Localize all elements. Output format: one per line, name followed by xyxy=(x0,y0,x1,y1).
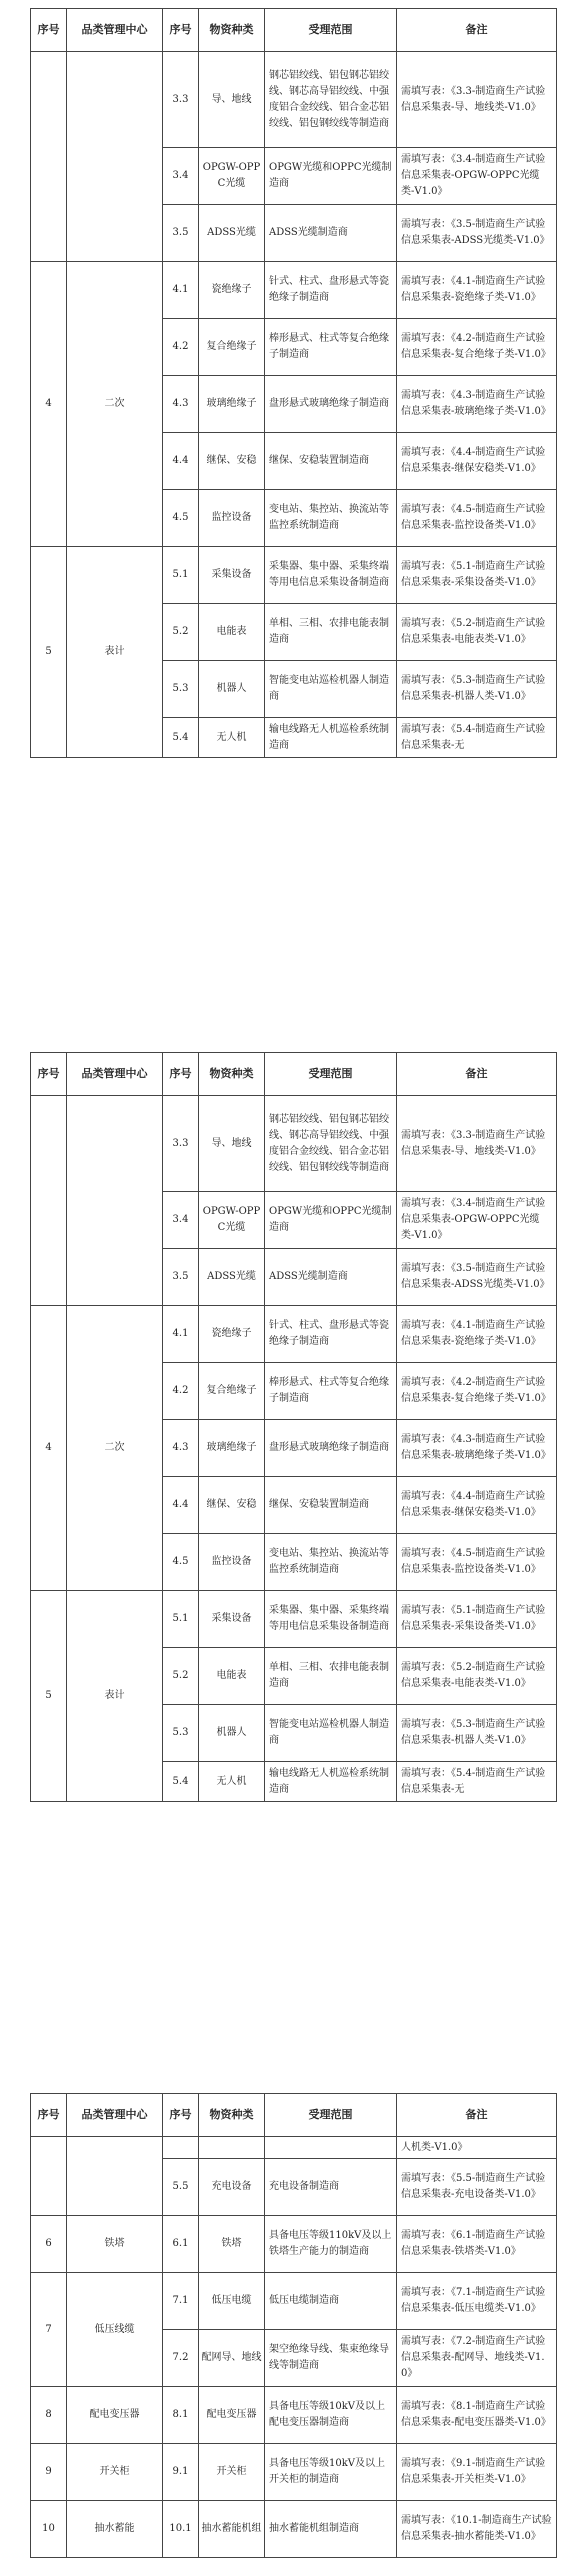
cell-sub-seq: 5.3 xyxy=(163,1705,199,1762)
cell-note: 需填写表：《4.5-制造商生产试验信息采集表-监控设备类-V1.0》 xyxy=(397,1534,557,1591)
cell-scope: 低压电缆制造商 xyxy=(265,2273,397,2330)
header-seq: 序号 xyxy=(31,2094,67,2137)
cell-scope: ADSS光缆制造商 xyxy=(265,205,397,262)
cell-center: 抽水蓄能 xyxy=(67,2501,163,2558)
header-seq: 序号 xyxy=(31,1053,67,1096)
cell-scope: 盘形悬式玻璃绝缘子制造商 xyxy=(265,1420,397,1477)
cell-type: 铁塔 xyxy=(199,2216,265,2273)
header-sub-seq: 序号 xyxy=(163,1053,199,1096)
cell-type: 配电变压器 xyxy=(199,2387,265,2444)
cell-type: 机器人 xyxy=(199,1705,265,1762)
cell-scope: 单相、三相、农排电能表制造商 xyxy=(265,604,397,661)
cell-type: 玻璃绝缘子 xyxy=(199,376,265,433)
cell-scope: 架空绝缘导线、集束绝缘导线等制造商 xyxy=(265,2330,397,2387)
cell-seq: 4 xyxy=(31,262,67,547)
cell-scope: 针式、柱式、盘形悬式等瓷绝缘子制造商 xyxy=(265,262,397,319)
table-row xyxy=(31,2216,557,2273)
table-page-2 xyxy=(30,1052,556,1802)
cell-note: 需填写表：《3.4-制造商生产试验信息采集表-OPGW-OPPC光缆类-V1.0》 xyxy=(397,1192,557,1249)
table-row xyxy=(31,1591,557,1648)
cell-sub-seq: 5.2 xyxy=(163,1648,199,1705)
cell-note: 需填写表：《5.4-制造商生产试验信息采集表-无 xyxy=(397,1762,557,1802)
cell-seq: 10 xyxy=(31,2501,67,2558)
header-scope: 受理范围 xyxy=(265,2094,397,2137)
cell-scope: 充电设备制造商 xyxy=(265,2159,397,2216)
category-table xyxy=(30,8,557,758)
cell-sub-seq: 4.1 xyxy=(163,1306,199,1363)
cell-center: 二次 xyxy=(67,262,163,547)
cell-seq: 8 xyxy=(31,2387,67,2444)
cell-scope: 继保、安稳装置制造商 xyxy=(265,1477,397,1534)
cell-note: 需填写表：《3.5-制造商生产试验信息采集表-ADSS光缆类-V1.0》 xyxy=(397,205,557,262)
cell-sub-seq: 5.5 xyxy=(163,2159,199,2216)
cell-scope: 棒形悬式、柱式等复合绝缘子制造商 xyxy=(265,1363,397,1420)
cell-note: 需填写表：《4.5-制造商生产试验信息采集表-监控设备类-V1.0》 xyxy=(397,490,557,547)
cell-sub-seq: 5.4 xyxy=(163,1762,199,1802)
cell-note: 人机类-V1.0》 xyxy=(397,2137,557,2159)
cell-sub-seq: 3.5 xyxy=(163,1249,199,1306)
cell-sub-seq: 3.5 xyxy=(163,205,199,262)
cell-scope: 继保、安稳装置制造商 xyxy=(265,433,397,490)
cell-note: 需填写表：《5.5-制造商生产试验信息采集表-充电设备类-V1.0》 xyxy=(397,2159,557,2216)
cell-note: 需填写表：《4.4-制造商生产试验信息采集表-继保安稳类-V1.0》 xyxy=(397,1477,557,1534)
cell-scope: 具备电压等级10kV及以上开关柜的制造商 xyxy=(265,2444,397,2501)
cell-scope: OPGW光缆和OPPC光缆制造商 xyxy=(265,148,397,205)
cell-note: 需填写表：《5.3-制造商生产试验信息采集表-机器人类-V1.0》 xyxy=(397,661,557,718)
cell-note: 需填写表：《7.1-制造商生产试验信息采集表-低压电缆类-V1.0》 xyxy=(397,2273,557,2330)
cell-sub-seq: 5.2 xyxy=(163,604,199,661)
cell-note: 需填写表：《8.1-制造商生产试验信息采集表-配电变压器类-V1.0》 xyxy=(397,2387,557,2444)
cell-note: 需填写表：《7.2-制造商生产试验信息采集表-配网导、地线类-V1.0》 xyxy=(397,2330,557,2387)
cell-note: 需填写表：《4.2-制造商生产试验信息采集表-复合绝缘子类-V1.0》 xyxy=(397,1363,557,1420)
cell-type: 继保、安稳 xyxy=(199,1477,265,1534)
cell-sub-seq: 7.2 xyxy=(163,2330,199,2387)
table-row xyxy=(31,262,557,319)
cell-scope: 采集器、集中器、采集终端等用电信息采集设备制造商 xyxy=(265,547,397,604)
header-sub-seq: 序号 xyxy=(163,2094,199,2137)
header-sub-seq: 序号 xyxy=(163,9,199,52)
header-center: 品类管理中心 xyxy=(67,9,163,52)
cell-type: 电能表 xyxy=(199,604,265,661)
table-row xyxy=(31,2137,557,2159)
cell-empty xyxy=(199,2137,265,2159)
table-row xyxy=(31,1306,557,1363)
cell-scope: 输电线路无人机巡检系统制造商 xyxy=(265,718,397,758)
cell-empty xyxy=(31,52,67,262)
cell-center: 配电变压器 xyxy=(67,2387,163,2444)
cell-type: 抽水蓄能机组 xyxy=(199,2501,265,2558)
cell-type: 导、地线 xyxy=(199,52,265,148)
table-row xyxy=(31,52,557,148)
cell-note: 需填写表：《5.4-制造商生产试验信息采集表-无 xyxy=(397,718,557,758)
table-row xyxy=(31,2501,557,2558)
cell-center: 表计 xyxy=(67,1591,163,1802)
cell-sub-seq: 4.5 xyxy=(163,490,199,547)
header-note: 备注 xyxy=(397,9,557,52)
cell-note: 需填写表：《5.3-制造商生产试验信息采集表-机器人类-V1.0》 xyxy=(397,1705,557,1762)
cell-empty xyxy=(67,52,163,262)
header-center: 品类管理中心 xyxy=(67,1053,163,1096)
cell-type: 监控设备 xyxy=(199,1534,265,1591)
cell-empty xyxy=(67,1096,163,1306)
cell-type: 无人机 xyxy=(199,718,265,758)
cell-center: 铁塔 xyxy=(67,2216,163,2273)
cell-type: 采集设备 xyxy=(199,547,265,604)
cell-sub-seq: 4.4 xyxy=(163,1477,199,1534)
cell-sub-seq: 3.4 xyxy=(163,148,199,205)
cell-seq: 6 xyxy=(31,2216,67,2273)
cell-scope: 变电站、集控站、换流站等监控系统制造商 xyxy=(265,1534,397,1591)
cell-sub-seq: 6.1 xyxy=(163,2216,199,2273)
cell-center: 低压线缆 xyxy=(67,2273,163,2387)
cell-sub-seq: 3.3 xyxy=(163,1096,199,1192)
cell-note: 需填写表：《4.1-制造商生产试验信息采集表-瓷绝缘子类-V1.0》 xyxy=(397,1306,557,1363)
cell-type: 开关柜 xyxy=(199,2444,265,2501)
cell-sub-seq: 4.2 xyxy=(163,319,199,376)
cell-scope: 钢芯铝绞线、铝包钢芯铝绞线、钢芯高导铝绞线、中强度铝合金绞线、铝合金芯铝绞线、铝包钢绞线等制造商 xyxy=(265,1096,397,1192)
cell-type: 电能表 xyxy=(199,1648,265,1705)
table-page-1 xyxy=(30,8,556,758)
cell-seq: 5 xyxy=(31,547,67,758)
cell-scope: 具备电压等级110kV及以上铁塔生产能力的制造商 xyxy=(265,2216,397,2273)
cell-note: 需填写表：《5.1-制造商生产试验信息采集表-采集设备类-V1.0》 xyxy=(397,547,557,604)
cell-scope: 单相、三相、农排电能表制造商 xyxy=(265,1648,397,1705)
cell-note: 需填写表：《5.1-制造商生产试验信息采集表-采集设备类-V1.0》 xyxy=(397,1591,557,1648)
cell-sub-seq: 3.3 xyxy=(163,52,199,148)
cell-type: 复合绝缘子 xyxy=(199,319,265,376)
cell-sub-seq: 5.1 xyxy=(163,547,199,604)
header-note: 备注 xyxy=(397,2094,557,2137)
cell-sub-seq: 4.1 xyxy=(163,262,199,319)
table-row xyxy=(31,2273,557,2330)
cell-type: ADSS光缆 xyxy=(199,205,265,262)
cell-empty xyxy=(163,2137,199,2159)
cell-scope: 钢芯铝绞线、铝包钢芯铝绞线、钢芯高导铝绞线、中强度铝合金绞线、铝合金芯铝绞线、铝包钢绞线等制造商 xyxy=(265,52,397,148)
cell-scope: 针式、柱式、盘形悬式等瓷绝缘子制造商 xyxy=(265,1306,397,1363)
cell-type: 瓷绝缘子 xyxy=(199,262,265,319)
cell-type: 无人机 xyxy=(199,1762,265,1802)
header-type: 物资种类 xyxy=(199,9,265,52)
cell-center: 二次 xyxy=(67,1306,163,1591)
cell-note: 需填写表：《4.3-制造商生产试验信息采集表-玻璃绝缘子类-V1.0》 xyxy=(397,376,557,433)
table-row xyxy=(31,2387,557,2444)
cell-type: 复合绝缘子 xyxy=(199,1363,265,1420)
cell-sub-seq: 5.4 xyxy=(163,718,199,758)
cell-sub-seq: 3.4 xyxy=(163,1192,199,1249)
cell-sub-seq: 7.1 xyxy=(163,2273,199,2330)
header-scope: 受理范围 xyxy=(265,1053,397,1096)
cell-empty xyxy=(265,2137,397,2159)
cell-empty xyxy=(67,2137,163,2216)
cell-note: 需填写表：《4.4-制造商生产试验信息采集表-继保安稳类-V1.0》 xyxy=(397,433,557,490)
table-row xyxy=(31,1096,557,1192)
table-row xyxy=(31,2444,557,2501)
cell-sub-seq: 4.5 xyxy=(163,1534,199,1591)
header-center: 品类管理中心 xyxy=(67,2094,163,2137)
cell-sub-seq: 5.1 xyxy=(163,1591,199,1648)
cell-sub-seq: 4.4 xyxy=(163,433,199,490)
cell-note: 需填写表：《3.5-制造商生产试验信息采集表-ADSS光缆类-V1.0》 xyxy=(397,1249,557,1306)
cell-scope: 具备电压等级10kV及以上配电变压器制造商 xyxy=(265,2387,397,2444)
table-header-row xyxy=(31,2094,557,2137)
cell-type: ADSS光缆 xyxy=(199,1249,265,1306)
cell-type: OPGW-OPPC光缆 xyxy=(199,148,265,205)
cell-sub-seq: 4.3 xyxy=(163,376,199,433)
cell-center: 开关柜 xyxy=(67,2444,163,2501)
cell-type: 配网导、地线 xyxy=(199,2330,265,2387)
cell-note: 需填写表：《3.4-制造商生产试验信息采集表-OPGW-OPPC光缆类-V1.0》 xyxy=(397,148,557,205)
cell-note: 需填写表：《4.3-制造商生产试验信息采集表-玻璃绝缘子类-V1.0》 xyxy=(397,1420,557,1477)
cell-note: 需填写表：《9.1-制造商生产试验信息采集表-开关柜类-V1.0》 xyxy=(397,2444,557,2501)
cell-scope: 抽水蓄能机组制造商 xyxy=(265,2501,397,2558)
cell-note: 需填写表：《5.2-制造商生产试验信息采集表-电能表类-V1.0》 xyxy=(397,1648,557,1705)
cell-scope: 智能变电站巡检机器人制造商 xyxy=(265,1705,397,1762)
cell-scope: ADSS光缆制造商 xyxy=(265,1249,397,1306)
cell-sub-seq: 8.1 xyxy=(163,2387,199,2444)
cell-sub-seq: 4.2 xyxy=(163,1363,199,1420)
cell-empty xyxy=(31,2137,67,2216)
header-scope: 受理范围 xyxy=(265,9,397,52)
header-type: 物资种类 xyxy=(199,2094,265,2137)
cell-scope: OPGW光缆和OPPC光缆制造商 xyxy=(265,1192,397,1249)
cell-scope: 智能变电站巡检机器人制造商 xyxy=(265,661,397,718)
cell-sub-seq: 9.1 xyxy=(163,2444,199,2501)
cell-scope: 棒形悬式、柱式等复合绝缘子制造商 xyxy=(265,319,397,376)
cell-note: 需填写表：《10.1-制造商生产试验信息采集表-抽水蓄能类-V1.0》 xyxy=(397,2501,557,2558)
cell-type: 机器人 xyxy=(199,661,265,718)
cell-note: 需填写表：《5.2-制造商生产试验信息采集表-电能表类-V1.0》 xyxy=(397,604,557,661)
cell-seq: 5 xyxy=(31,1591,67,1802)
cell-scope: 变电站、集控站、换流站等监控系统制造商 xyxy=(265,490,397,547)
cell-empty xyxy=(31,1096,67,1306)
table-header-row xyxy=(31,1053,557,1096)
header-type: 物资种类 xyxy=(199,1053,265,1096)
cell-seq: 7 xyxy=(31,2273,67,2387)
header-note: 备注 xyxy=(397,1053,557,1096)
cell-type: 继保、安稳 xyxy=(199,433,265,490)
category-table xyxy=(30,1052,557,1802)
header-seq: 序号 xyxy=(31,9,67,52)
cell-note: 需填写表：《3.3-制造商生产试验信息采集表-导、地线类-V1.0》 xyxy=(397,1096,557,1192)
cell-type: 瓷绝缘子 xyxy=(199,1306,265,1363)
cell-type: 玻璃绝缘子 xyxy=(199,1420,265,1477)
cell-type: 监控设备 xyxy=(199,490,265,547)
cell-note: 需填写表：《4.2-制造商生产试验信息采集表-复合绝缘子类-V1.0》 xyxy=(397,319,557,376)
cell-scope: 输电线路无人机巡检系统制造商 xyxy=(265,1762,397,1802)
cell-center: 表计 xyxy=(67,547,163,758)
cell-type: 低压电缆 xyxy=(199,2273,265,2330)
cell-seq: 9 xyxy=(31,2444,67,2501)
cell-type: 充电设备 xyxy=(199,2159,265,2216)
cell-scope: 采集器、集中器、采集终端等用电信息采集设备制造商 xyxy=(265,1591,397,1648)
table-page-3 xyxy=(30,2093,556,2558)
cell-note: 需填写表：《4.1-制造商生产试验信息采集表-瓷绝缘子类-V1.0》 xyxy=(397,262,557,319)
cell-sub-seq: 5.3 xyxy=(163,661,199,718)
cell-seq: 4 xyxy=(31,1306,67,1591)
cell-sub-seq: 4.3 xyxy=(163,1420,199,1477)
cell-note: 需填写表：《3.3-制造商生产试验信息采集表-导、地线类-V1.0》 xyxy=(397,52,557,148)
table-row xyxy=(31,547,557,604)
table-header-row xyxy=(31,9,557,52)
cell-scope: 盘形悬式玻璃绝缘子制造商 xyxy=(265,376,397,433)
cell-type: 采集设备 xyxy=(199,1591,265,1648)
cell-note: 需填写表：《6.1-制造商生产试验信息采集表-铁塔类-V1.0》 xyxy=(397,2216,557,2273)
cell-type: 导、地线 xyxy=(199,1096,265,1192)
category-table xyxy=(30,2093,557,2558)
cell-type: OPGW-OPPC光缆 xyxy=(199,1192,265,1249)
cell-sub-seq: 10.1 xyxy=(163,2501,199,2558)
